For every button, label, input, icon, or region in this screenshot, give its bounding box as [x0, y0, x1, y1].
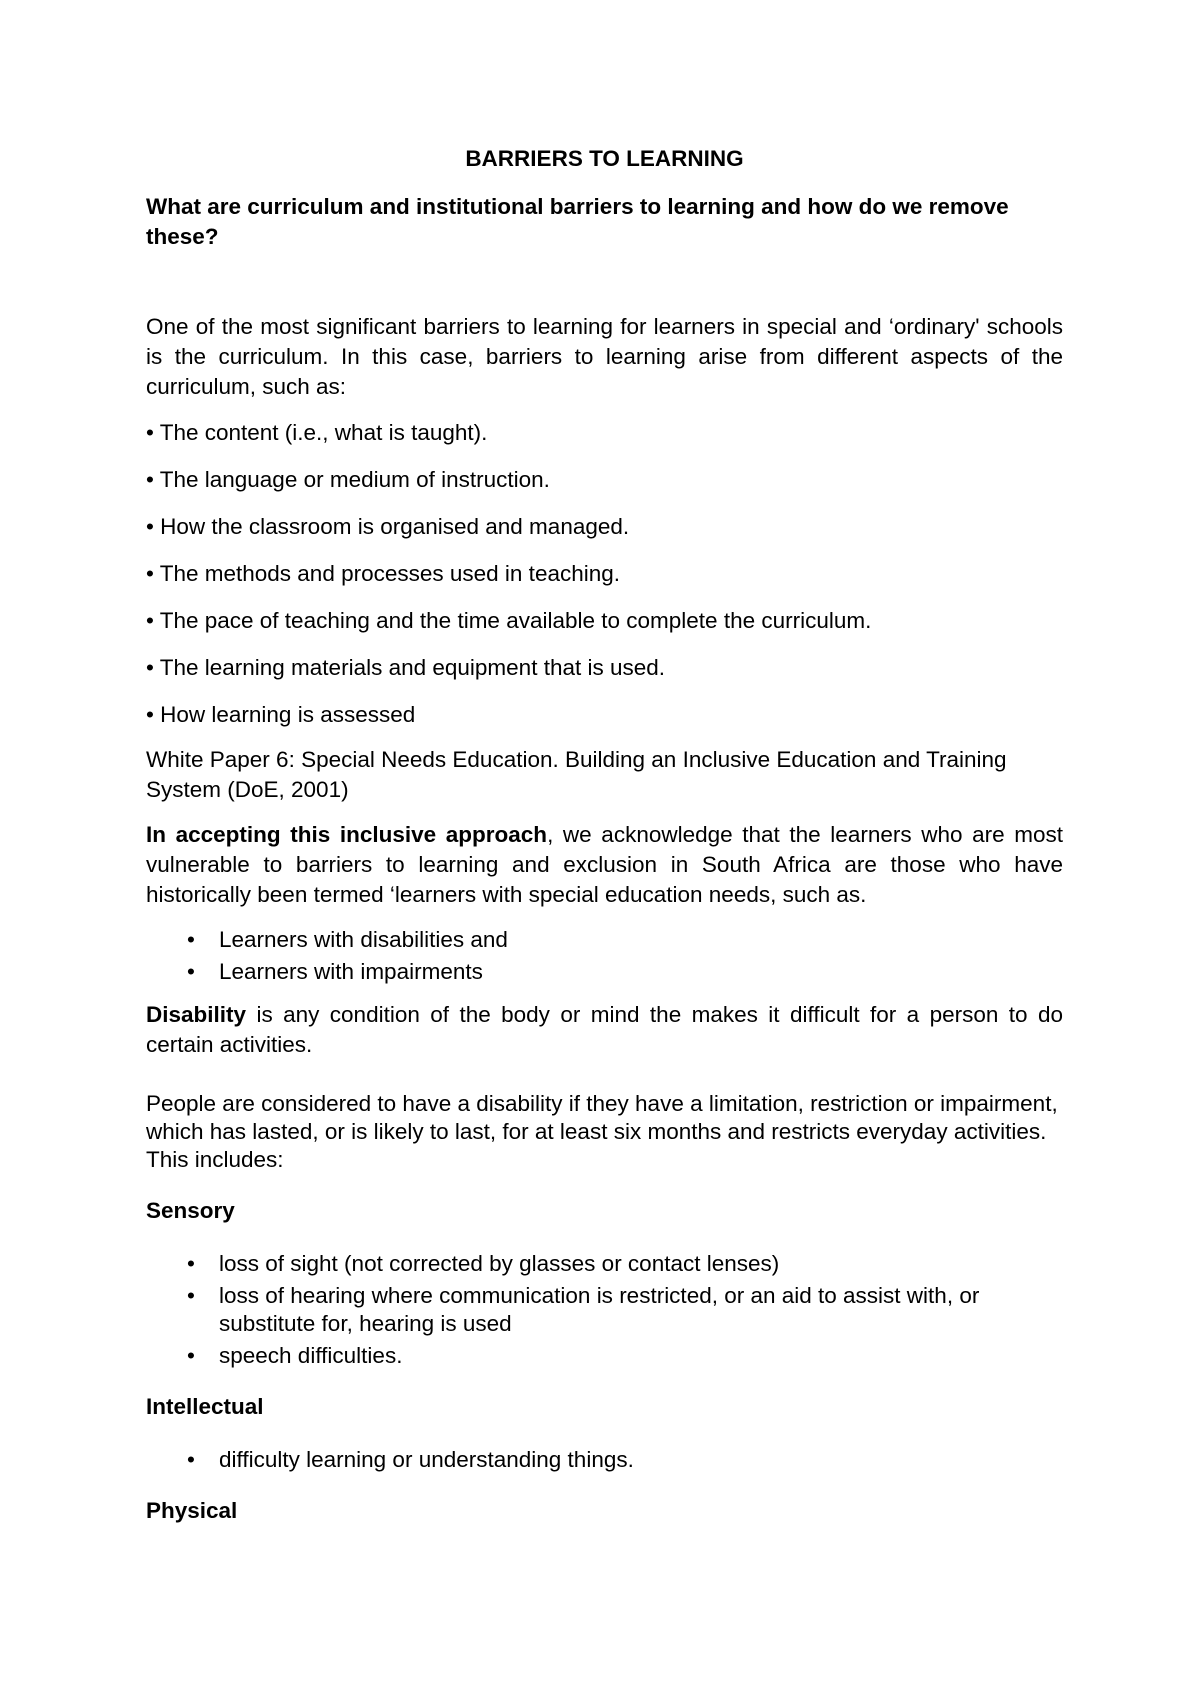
list-item: [146, 1250, 1063, 1278]
disability-definition: [146, 1000, 1063, 1060]
inclusive-approach-paragraph: [146, 820, 1063, 910]
bullet-icon: •: [187, 1251, 195, 1276]
people-paragraph: People are considered to have a disability if they have a limitation, restriction or impairment, which has lasted, or is likely to last, for at least six months and restricts everyday activities. This includes:: [146, 1091, 1058, 1172]
list-item: [146, 1342, 1063, 1370]
sensory-list: [146, 1250, 1063, 1370]
list-item-text: difficulty learning or understanding things.: [219, 1447, 634, 1472]
bullet-icon: •: [187, 1343, 195, 1368]
list-item-text: Learners with disabilities and: [219, 927, 508, 952]
list-item-text: speech difficulties.: [219, 1343, 403, 1368]
section-heading-intellectual: Intellectual: [146, 1394, 264, 1419]
curriculum-aspect-item: • The pace of teaching and the time available to complete the curriculum.: [146, 608, 872, 633]
list-item: [146, 958, 1063, 986]
curriculum-aspect-item: • The language or medium of instruction.: [146, 467, 550, 492]
list-item-text: Learners with impairments: [219, 959, 483, 984]
document-title: BARRIERS TO LEARNING: [465, 146, 744, 171]
learner-groups-list: [146, 926, 1063, 986]
inclusive-approach-text: , we acknowledge that the learners who are most vulnerable to barriers to learning and exclusion in South Africa are those who have historically been termed ‘learners with special education needs, such as.: [146, 822, 1063, 907]
disability-term: Disability: [146, 1002, 247, 1027]
list-item-text: loss of sight (not corrected by glasses or contact lenses): [219, 1251, 780, 1276]
disability-text: is any condition of the body or mind the makes it difficult for a person to do certain activities.: [146, 1002, 1063, 1057]
intro-paragraph: One of the most significant barriers to learning for learners in special and ‘ordinary' schools is the curriculum. In this case, barriers to learning arise from different aspects of the curriculum, such as:: [146, 314, 1063, 399]
curriculum-aspect-item: • How learning is assessed: [146, 702, 416, 727]
document-question: What are curriculum and institutional barriers to learning and how do we remove these?: [146, 194, 1009, 249]
bullet-icon: •: [187, 1283, 195, 1308]
bullet-icon: •: [187, 959, 195, 984]
document-content: [146, 144, 1063, 1550]
list-item: [146, 1282, 1063, 1338]
curriculum-aspect-item: • The content (i.e., what is taught).: [146, 420, 488, 445]
curriculum-aspects-list: [146, 418, 1063, 730]
reference-citation: White Paper 6: Special Needs Education. Building an Inclusive Education and Training System (DoE, 2001): [146, 747, 1007, 802]
curriculum-aspect-item: • How the classroom is organised and managed.: [146, 514, 630, 539]
list-item: [146, 1446, 1063, 1474]
bullet-icon: •: [187, 927, 195, 952]
inclusive-approach-bold: In accepting this inclusive approach: [146, 822, 548, 847]
intellectual-list: [146, 1446, 1063, 1474]
list-item-text: loss of hearing where communication is restricted, or an aid to assist with, or substitute for, hearing is used: [219, 1283, 980, 1336]
curriculum-aspect-item: • The learning materials and equipment that is used.: [146, 655, 666, 680]
section-heading-physical: Physical: [146, 1498, 238, 1523]
list-item: [146, 926, 1063, 954]
curriculum-aspect-item: • The methods and processes used in teaching.: [146, 561, 621, 586]
bullet-icon: •: [187, 1447, 195, 1472]
section-heading-sensory: Sensory: [146, 1198, 235, 1223]
